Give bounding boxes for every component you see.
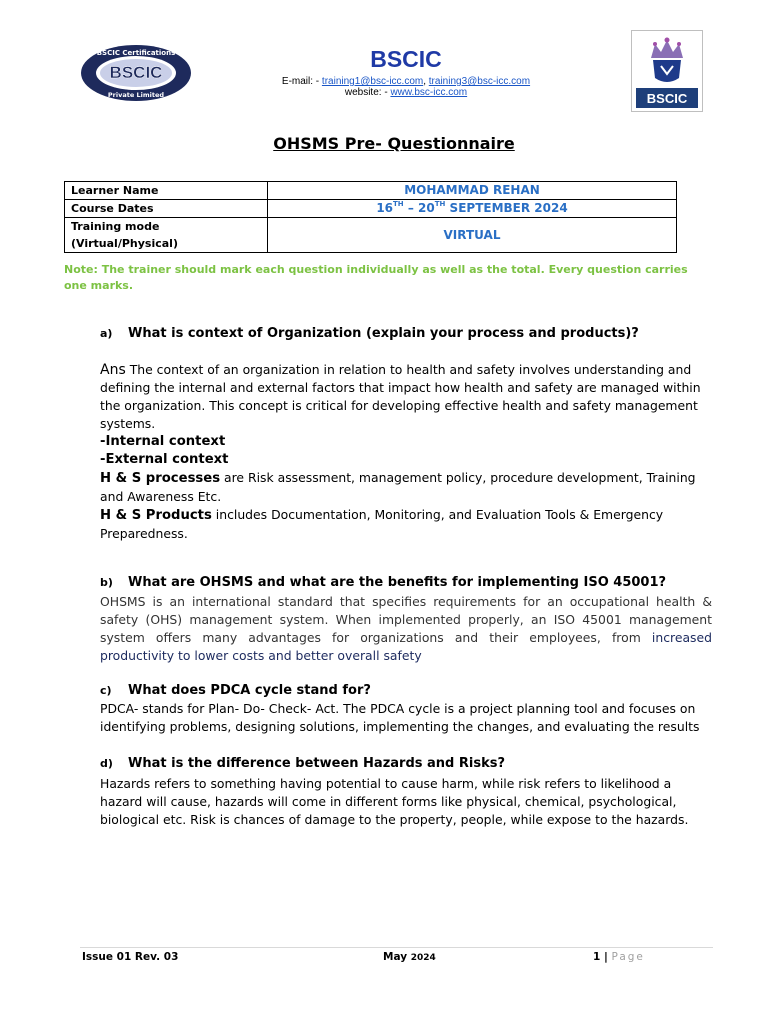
learner-info-table: [64, 181, 677, 253]
question-b: [100, 575, 720, 590]
answer-a-paragraph: [100, 361, 712, 433]
question-letter: a): [100, 327, 113, 340]
question-a: [100, 326, 720, 341]
course-dates-label: Course Dates: [65, 200, 268, 218]
question-d: [100, 756, 720, 771]
question-text: What does PDCA cycle stand for?: [128, 683, 371, 698]
internal-context: -Internal context: [100, 434, 226, 449]
svg-text:BSCIC Certifications: BSCIC Certifications: [96, 49, 176, 57]
document-title: OHSMS Pre- Questionnaire: [273, 134, 515, 153]
table-row: [65, 218, 677, 253]
learner-name-label: Learner Name: [65, 182, 268, 200]
email-link-1[interactable]: training1@bsc-icc.com: [321, 76, 424, 87]
table-row: [65, 182, 677, 200]
answer-text: The context of an organization in relation to health and safety involves understanding and defining the internal and external factors that impact how health and safety are managed within the organization. This concept is critical for developing effective health and safety management systems.: [100, 362, 701, 431]
hs-processes: H & S processes are Risk assessment, management policy, procedure development, Training and Awareness Etc.: [100, 470, 696, 504]
course-dates-value: 16TH – 20TH SEPTEMBER 2024: [268, 200, 677, 218]
question-text: What is the difference between Hazards and Risks?: [128, 756, 505, 771]
question-letter: d): [100, 757, 113, 770]
question-letter: c): [100, 684, 112, 697]
training-mode-label: Training mode (Virtual/Physical): [65, 218, 268, 253]
answer-d: Hazards refers to something having potential to cause harm, while risk refers to likelihood a hazard will cause, hazards will come in different forms like physical, chemical, psychological, biological etc. Risk is chances of damage to the property, people, while expose to the hazards.: [100, 776, 689, 827]
page-label: Page: [611, 951, 645, 963]
footer-date: May 2024: [383, 951, 436, 963]
table-row: [65, 200, 677, 218]
email-link-2[interactable]: training3@bsc-icc.com: [428, 76, 531, 87]
answer-c: PDCA- stands for Plan- Do- Check- Act. The PDCA cycle is a project planning tool and focuses on identifying problems, designing solutions, implementing the changes, and evaluating the results: [100, 701, 700, 734]
email-separator: ,: [423, 76, 426, 87]
header-title: BSCIC: [370, 46, 442, 72]
website-label: website: -: [344, 87, 388, 98]
trainer-note: Note: The trainer should mark each question individually as well as the total. Every question carries one marks.: [64, 263, 688, 292]
svg-text:BSCIC: BSCIC: [109, 63, 163, 82]
question-text: What are OHSMS and what are the benefits for implementing ISO 45001?: [128, 575, 667, 590]
question-letter: b): [100, 576, 113, 589]
footer-divider: [80, 947, 713, 948]
answer-b: OHSMS is an international standard that specifies requirements for an occupational health & safety (OHS) management system. When implemented properly, an ISO 45001 management system offers many advantages for organizations and their employees, from increased productivity to lower costs and better overall safety: [100, 594, 712, 663]
hs-products: H & S Products includes Documentation, Monitoring, and Evaluation Tools & Emergency Preparedness.: [100, 507, 664, 541]
ans-label: Ans: [100, 362, 126, 378]
training-mode-value: VIRTUAL: [268, 218, 677, 253]
answer-a: [100, 361, 712, 543]
footer-issue: Issue 01 Rev. 03: [82, 951, 179, 963]
external-context: -External context: [100, 452, 229, 467]
learner-name-value: MOHAMMAD REHAN: [268, 182, 677, 200]
email-label: E-mail: -: [281, 76, 320, 87]
question-text: What is context of Organization (explain your process and products)?: [128, 326, 639, 341]
bscic-crest-logo: [631, 30, 703, 112]
question-c: [100, 683, 720, 698]
svg-text:BSCIC: BSCIC: [646, 91, 688, 106]
footer-page: 1 | Page: [593, 951, 645, 963]
website-link[interactable]: www.bsc-icc.com: [390, 87, 468, 98]
page-number: 1: [593, 951, 601, 963]
svg-text:Private Limited: Private Limited: [107, 91, 165, 99]
